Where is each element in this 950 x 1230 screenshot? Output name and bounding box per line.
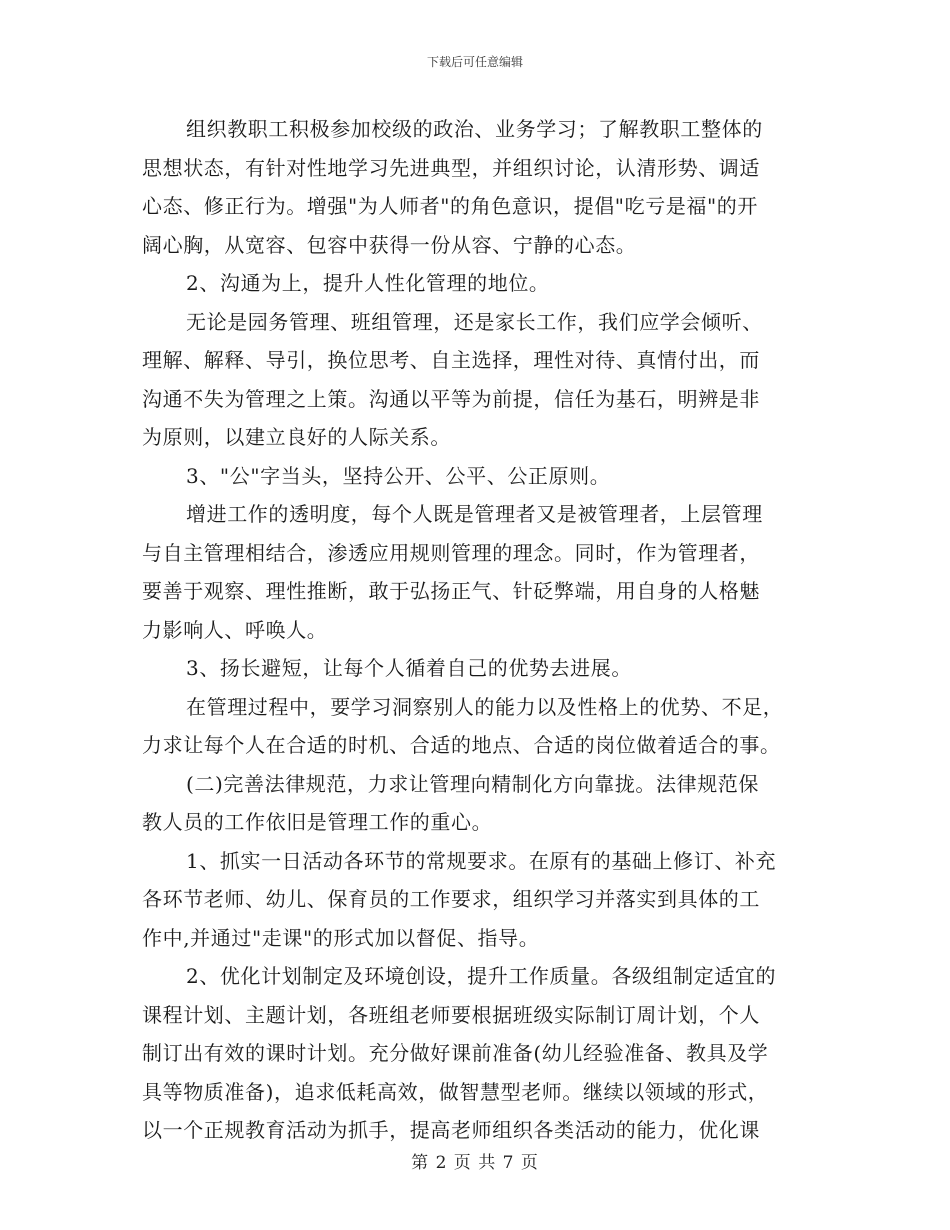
text-line: 阔心胸，从宽容、包容中获得一份从容、宁静的心态。 (142, 232, 637, 257)
text-line: 沟通不失为管理之上策。沟通以平等为前提，信任为基石，明辨是非 (142, 386, 760, 411)
text-line: 理解、解释、导引，换位思考、自主选择，理性对待、真情付出，而 (142, 348, 760, 372)
text-line: 具等物质准备)，追求低耗高效，做智慧型老师。继续以领域的形式， (142, 1079, 769, 1104)
text-line: 教人员的工作依旧是管理工作的重心。 (142, 810, 493, 834)
text-line: 心态、修正行为。增强"为人师者"的角色意识，提倡"吃亏是福"的开 (142, 194, 758, 218)
page-number: 第 2 页 共 7 页 (411, 1153, 539, 1173)
text-line: 在管理过程中，要学习洞察别人的能力以及性格上的优势、不足， (186, 694, 784, 719)
text-line: 力影响人、呼唤人。 (142, 617, 328, 642)
text-line: 与自主管理相结合，渗透应用规则管理的理念。同时，作为管理者， (142, 540, 760, 565)
text-line: 思想状态，有针对性地学习先进典型，并组织讨论，认清形势、调适 (142, 155, 760, 180)
page-header: 下载后可任意编辑 (426, 55, 523, 69)
text-line: 要善于观察、理性推断，敢于弘扬正气、针砭弊端，用自身的人格魅 (142, 579, 760, 603)
text-line: 以一个正规教育活动为抓手，提高老师组织各类活动的能力，优化课 (142, 1118, 760, 1142)
text-line: 力求让每个人在合适的时机、合适的地点、合适的岗位做着适合的事。 (142, 733, 781, 757)
text-line: 组织教职工积极参加校级的政治、业务学习；了解教职工整体的 (186, 117, 763, 141)
text-line: 为原则，以建立良好的人际关系。 (142, 425, 451, 449)
text-line: 作中,并通过"走课"的形式加以督促、指导。 (142, 925, 540, 950)
text-line: 无论是园务管理、班组管理，还是家长工作，我们应学会倾听、 (186, 309, 763, 334)
text-line: 2、优化计划制定及环境创设，提升工作质量。各级组制定适宜的 (186, 964, 777, 988)
text-line: 3、"公"字当头，坚持公开、公平、公正原则。 (186, 463, 611, 488)
text-line: (二)完善法律规范，力求让管理向精制化方向靠拢。法律规范保 (186, 771, 760, 796)
text-line: 2、沟通为上，提升人性化管理的地位。 (186, 271, 550, 295)
text-line: 各环节老师、幼儿、保育员的工作要求，组织学习并落实到具体的工 (142, 887, 760, 911)
text-line: 课程计划、主题计划，各班组老师要根据班级实际制订周计划，个人 (142, 1002, 760, 1027)
text-line: 1、抓实一日活动各环节的常规要求。在原有的基础上修订、补充 (186, 848, 777, 873)
document-body (142, 110, 802, 1150)
text-line: 制订出有效的课时计划。充分做好课前准备(幼儿经验准备、教具及学 (142, 1041, 769, 1065)
text-line: 3、扬长避短，让每个人循着自己的优势去进展。 (186, 656, 632, 680)
text-line: 增进工作的透明度，每个人既是管理者又是被管理者，上层管理 (186, 502, 763, 526)
